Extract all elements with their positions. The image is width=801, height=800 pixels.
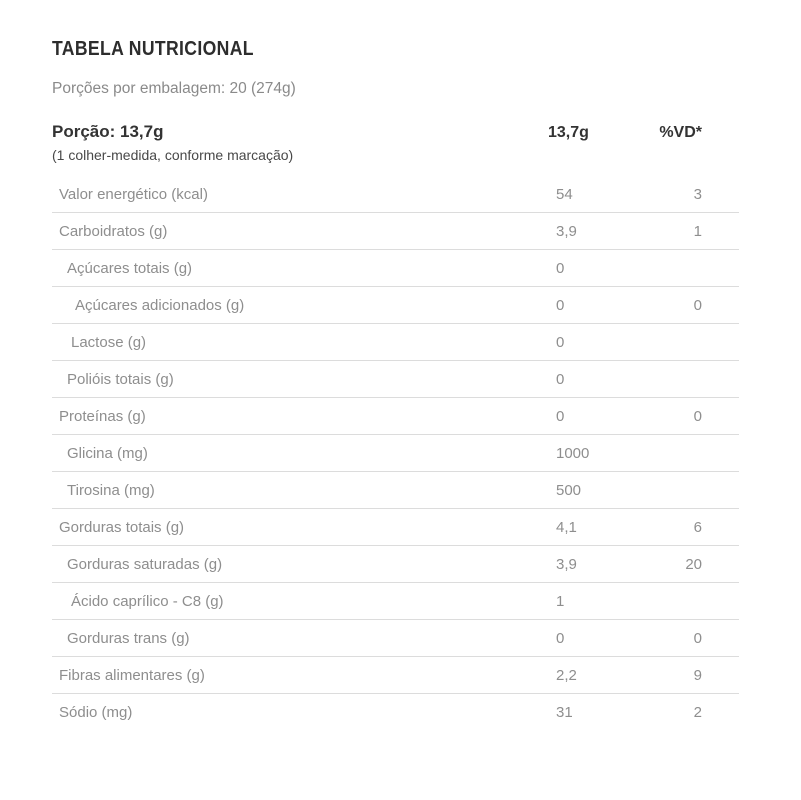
table-row (52, 176, 739, 213)
nutrient-label: Tirosina (mg) (67, 481, 155, 499)
nutrient-daily-value: 20 (685, 555, 702, 573)
table-row (52, 657, 739, 694)
table-row (52, 620, 739, 657)
table-header-row (52, 122, 739, 143)
nutrient-label: Valor energético (kcal) (59, 185, 208, 203)
serving-size-header: Porção: 13,7g (52, 122, 164, 141)
nutrient-label: Sódio (mg) (59, 704, 133, 721)
nutrient-amount: 0 (556, 407, 565, 425)
nutrient-label: Fibras alimentares (g) (59, 666, 205, 684)
nutrient-daily-value: 2 (693, 704, 702, 721)
nutrient-daily-value: 6 (693, 518, 702, 536)
nutrient-amount: 1000 (556, 444, 590, 462)
table-row (52, 324, 739, 361)
nutrient-daily-value: 3 (693, 185, 702, 203)
nutrient-amount: 3,9 (556, 555, 577, 573)
nutrient-daily-value: 1 (693, 222, 702, 240)
table-row (52, 435, 739, 472)
nutrient-daily-value: 0 (693, 407, 702, 425)
table-row (52, 250, 739, 287)
nutrient-label: Açúcares totais (g) (67, 259, 193, 277)
nutrient-label: Gorduras totais (g) (59, 518, 185, 536)
nutrient-label: Glicina (mg) (67, 444, 148, 462)
nutrient-amount: 500 (556, 481, 582, 499)
nutrient-amount: 0 (556, 296, 565, 314)
nutrient-label: Gorduras trans (g) (67, 629, 190, 647)
nutrient-amount: 0 (556, 370, 565, 388)
nutrient-daily-value: 9 (693, 666, 702, 684)
table-row (52, 509, 739, 546)
table-row (52, 287, 739, 324)
nutrient-amount: 0 (556, 333, 565, 351)
table-row (52, 583, 739, 620)
servings-per-package: Porções por embalagem: 20 (274g) (52, 80, 296, 97)
nutrient-amount: 4,1 (556, 518, 577, 536)
nutrient-label: Açúcares adicionados (g) (75, 296, 245, 314)
nutrient-amount: 0 (556, 259, 565, 277)
table-row (52, 472, 739, 509)
table-row (52, 694, 739, 731)
nutrition-table (52, 176, 739, 731)
serving-measure-note: (1 colher-medida, conforme marcação) (52, 147, 294, 163)
nutrient-label: Polióis totais (g) (67, 370, 174, 388)
nutrient-amount: 2,2 (556, 666, 577, 684)
nutrient-amount: 0 (556, 629, 565, 647)
nutrient-label: Carboidratos (g) (59, 222, 168, 240)
table-row (52, 398, 739, 435)
nutrient-amount: 31 (556, 704, 573, 721)
column-header-daily-value: %VD* (659, 124, 702, 141)
nutrient-daily-value: 0 (693, 629, 702, 647)
nutrient-label: Ácido caprílico - C8 (g) (71, 592, 224, 610)
table-row (52, 546, 739, 583)
nutrient-label: Gorduras saturadas (g) (67, 555, 223, 573)
panel-title: TABELA NUTRICIONAL (52, 38, 254, 60)
nutrient-amount: 54 (556, 185, 573, 203)
nutrient-daily-value: 0 (693, 296, 702, 314)
nutrient-label: Lactose (g) (71, 333, 147, 351)
nutrient-label: Proteínas (g) (59, 407, 146, 425)
nutrient-amount: 3,9 (556, 222, 577, 240)
table-row (52, 361, 739, 398)
column-header-amount: 13,7g (548, 124, 589, 141)
nutrient-amount: 1 (556, 592, 565, 610)
table-row (52, 213, 739, 250)
